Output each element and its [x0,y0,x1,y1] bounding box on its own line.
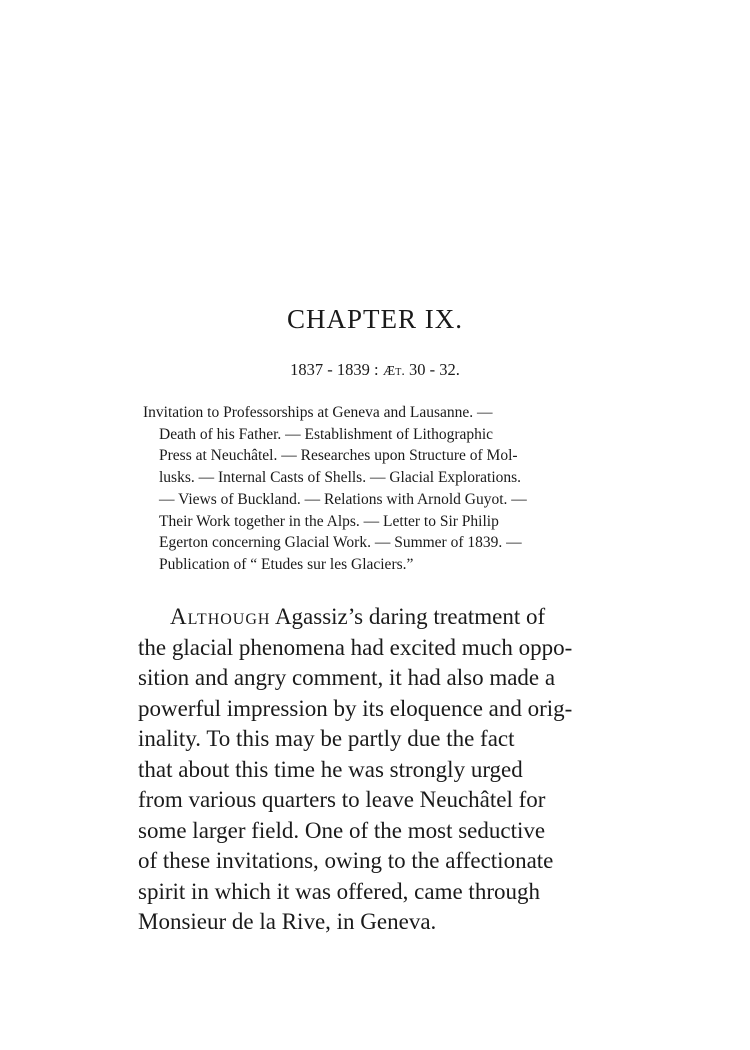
paragraph-line: of these invitations, owing to the affectionate [138,848,554,873]
paragraph-line: spirit in which it was offered, came through [138,878,540,904]
synopsis-line: Invitation to Professorships at Geneva and Lausanne. — [143,404,493,421]
chapter-synopsis [143,402,598,576]
body-paragraph [138,602,600,938]
paragraph-line: inality. To this may be partly due the fact [138,726,515,751]
opening-word: Although [170,604,271,629]
date-range: 1837 - 1839 : [290,360,379,379]
age-range: 30 - 32. [408,360,460,379]
synopsis-line: lusks. — Internal Casts of Shells. — Glacial Explorations. [159,469,522,487]
paragraph-line [138,602,600,633]
paragraph-line: that about this time he was strongly urged [138,756,523,782]
paragraph-line: some larger field. One of the most seductive [138,817,546,843]
chapter-title: CHAPTER IX. [286,304,463,334]
paragraph-line: from various quarters to leave Neuchâtel for [138,787,546,812]
paragraph-line: the glacial phenomena had excited much oppo- [138,634,573,660]
paragraph-line-rest: Agassiz’s daring treatment of [270,604,546,629]
synopsis-line: Death of his Father. — Establishment of Lithographic [159,425,494,443]
paragraph-line: powerful impression by its eloquence and orig- [138,695,573,721]
synopsis-line: Egerton concerning Glacial Work. — Summer of 1839. — [159,534,522,552]
paragraph-line: sition and angry comment, it had also made a [138,665,556,690]
paragraph-line: Monsieur de la Rive, in Geneva. [138,909,437,934]
chapter-dates [0,360,750,380]
synopsis-line: Their Work together in the Alps. — Letter to Sir Philip [159,512,499,530]
synopsis-line: Publication of “ Etudes sur les Glaciers.” [159,555,414,573]
synopsis-line: — Views of Buckland. — Relations with Arnold Guyot. — [159,490,527,508]
aet-label: Æt. [382,364,405,379]
synopsis-line: Press at Neuchâtel. — Researches upon Structure of Mol- [159,447,518,465]
